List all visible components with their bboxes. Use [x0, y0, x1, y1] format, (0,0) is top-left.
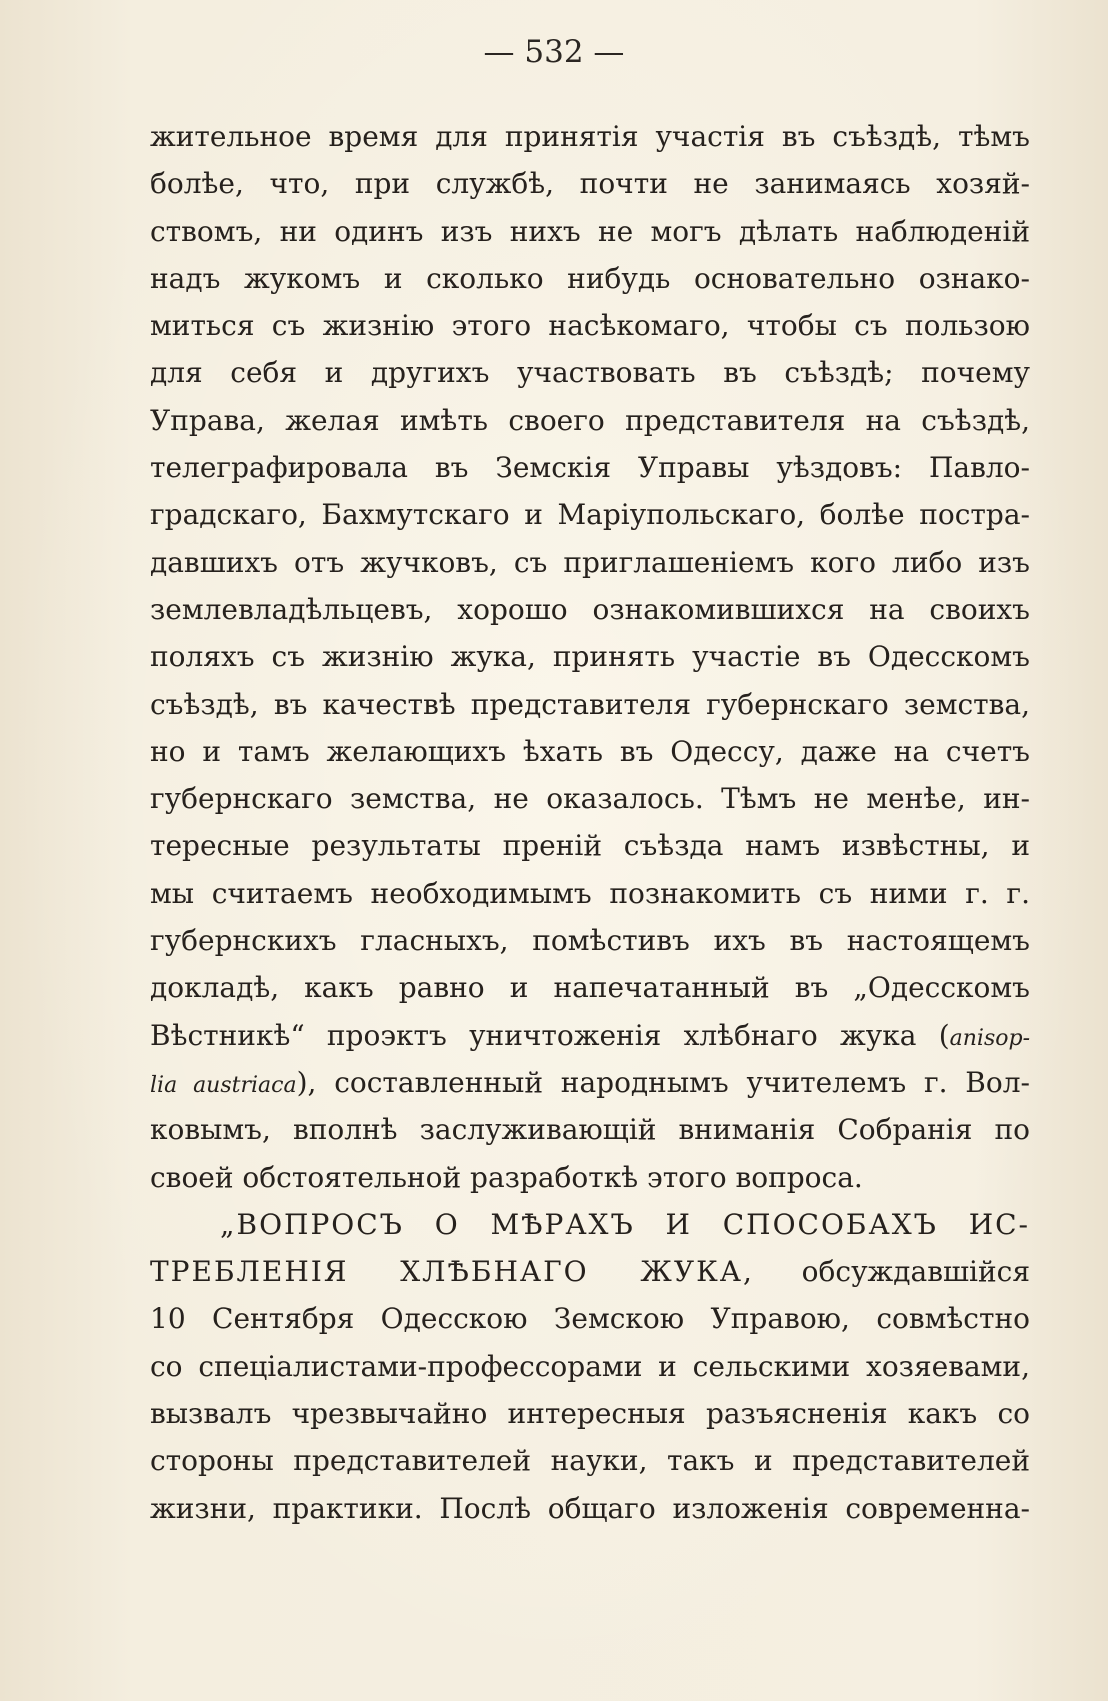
text-line: губернскихъ гласныхъ, помѣстивъ ихъ въ настоящемъ	[150, 924, 1030, 958]
latin-name-part: anisop-	[949, 1025, 1030, 1051]
latin-name-part: lia austriaca	[150, 1072, 297, 1098]
text-line: со спеціалистами-профессорами и сельскими хозяевами,	[150, 1349, 1030, 1383]
text-line: надъ жукомъ и сколько нибудь основательно ознако-	[150, 261, 1030, 295]
paragraph-last-line: своей обстоятельной разработкѣ этого вопроса.	[150, 1160, 863, 1194]
text-segment: ), составленный народнымъ учителемъ г. Вол-	[296, 1065, 1030, 1099]
text-line: стороны представителей науки, такъ и представителей	[150, 1444, 1030, 1478]
text-line: докладѣ, какъ равно и напечатанный въ „Одесскомъ	[150, 971, 1030, 1005]
text-line: землевладѣльцевъ, хорошо ознакомившихся на своихъ	[150, 592, 1030, 626]
text-line: ствомъ, ни одинъ изъ нихъ не могъ дѣлать наблюденій	[150, 214, 1030, 248]
text-line: поляхъ съ жизнію жука, принять участіе въ Одесскомъ	[150, 640, 1030, 674]
text-line: жительное время для принятія участія въ съѣздѣ, тѣмъ	[150, 120, 1030, 153]
section-heading-line	[150, 1248, 1030, 1295]
text-line: съѣздѣ, въ качествѣ представителя губернскаго земства,	[150, 687, 1030, 721]
text-line: тересные результаты преній съѣзда намъ извѣстны, и	[150, 829, 1030, 863]
text-line: мы считаемъ необходимымъ познакомить съ ними г. г.	[150, 876, 1030, 910]
text-line: для себя и другихъ участвовать въ съѣздѣ; почему	[150, 356, 1030, 390]
text-line: жизни, практики. Послѣ общаго изложенія современна-	[150, 1491, 1030, 1525]
body-text	[150, 113, 1030, 1532]
section-heading-line: „ВОПРОСЪ О МѢРАХЪ И СПОСОБАХЪ ИС-	[220, 1207, 1030, 1241]
text-line: телеграфировала въ Земскія Управы уѣздовъ: Павло-	[150, 451, 1030, 485]
text-segment: Вѣстникѣ“ проэктъ уничтоженія хлѣбнаго жука (	[150, 1018, 950, 1052]
text-line: Управа, желая имѣть своего представителя на съѣздѣ,	[150, 403, 1030, 437]
text-line: 10 Сентября Одесскою Земскою Управою, совмѣстно	[150, 1302, 1030, 1336]
text-line	[150, 1059, 1030, 1106]
text-segment: , обсуждавшійся	[742, 1255, 1030, 1289]
text-line: губернскаго земства, не оказалось. Тѣмъ не менѣе, ин-	[150, 782, 1030, 816]
text-line: вызвалъ чрезвычайно интересныя разъясненія какъ со	[150, 1397, 1030, 1431]
text-line: давшихъ отъ жучковъ, съ приглашеніемъ кого либо изъ	[150, 545, 1030, 579]
text-line: миться съ жизнію этого насѣкомаго, чтобы съ пользою	[150, 309, 1030, 343]
heading-caps: ТРЕБЛЕНІЯ ХЛѢБНАГО ЖУКА	[150, 1255, 743, 1289]
text-line: градскаго, Бахмутскаго и Маріупольскаго, болѣе постра-	[150, 498, 1030, 532]
page-number: — 532 —	[483, 34, 625, 70]
text-line: ковымъ, вполнѣ заслуживающій вниманія Собранія по	[150, 1113, 1030, 1147]
text-line: но и тамъ желающихъ ѣхать въ Одессу, даже на счетъ	[150, 734, 1030, 768]
text-line	[150, 1012, 1030, 1059]
text-line: болѣе, что, при службѣ, почти не занимаясь хозяй-	[150, 167, 1030, 201]
